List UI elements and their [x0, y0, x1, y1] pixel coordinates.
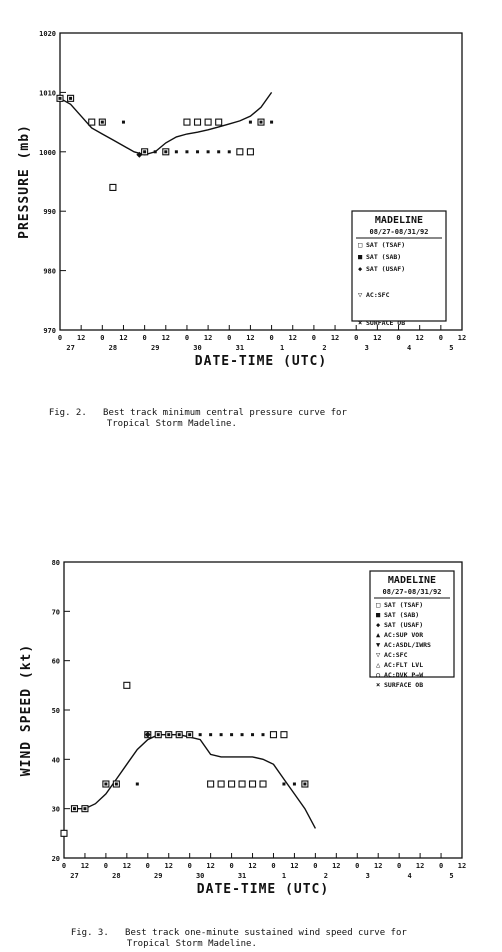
x-date-label: 4 — [407, 872, 412, 880]
x-tick-label: 0 — [184, 334, 190, 342]
x-tick-label: 0 — [57, 334, 63, 342]
x-tick-label: 0 — [227, 334, 232, 342]
legend-symbol: □ — [376, 601, 381, 609]
y-tick-label: 970 — [43, 327, 56, 335]
x-date-label: 2 — [322, 344, 327, 352]
x-date-label: 28 — [108, 344, 118, 352]
point-sat-tsaf — [184, 119, 190, 125]
point-sat-sab — [217, 150, 220, 153]
legend-entry: AC:SUP VOR — [384, 631, 424, 639]
x-tick-label: 12 — [332, 862, 341, 870]
best-track-curve — [75, 735, 316, 829]
x-date-label: 28 — [112, 872, 121, 880]
x-date-label: 5 — [449, 872, 454, 880]
fig3-text-line1: Best track one-minute sustained wind speed curve for — [125, 928, 407, 938]
x-date-label: 30 — [193, 344, 202, 352]
legend-symbol: ◆ — [358, 265, 363, 273]
point-sat-tsaf — [237, 149, 243, 155]
point-sat-tsaf — [260, 781, 266, 787]
point-sat-sab — [262, 733, 265, 736]
legend-entry: AC:SFC — [366, 291, 390, 299]
point-sat-sab — [228, 150, 231, 153]
point-sat-sab — [143, 150, 146, 153]
x-tick-label: 12 — [457, 334, 467, 342]
legend-symbol: ▽ — [358, 291, 363, 299]
legend-symbol: ■ — [358, 253, 363, 261]
point-sat-sab — [188, 733, 191, 736]
x-date-label: 30 — [195, 872, 205, 880]
legend-entry: AC:SFC — [384, 651, 408, 659]
x-tick-label: 12 — [246, 334, 255, 342]
point-sat-tsaf — [124, 682, 130, 688]
x-tick-label: 12 — [76, 334, 86, 342]
x-tick-label: 12 — [288, 334, 297, 342]
point-sat-sab — [241, 733, 244, 736]
x-tick-label: 0 — [271, 862, 276, 870]
y-tick-label: 990 — [43, 208, 56, 217]
point-sat-sab — [69, 97, 72, 100]
point-sat-sab — [175, 150, 178, 153]
x-axis-label: DATE-TIME (UTC) — [196, 882, 330, 897]
x-date-label: 29 — [150, 344, 160, 352]
x-date-label: 5 — [449, 344, 454, 352]
x-tick-label: 12 — [290, 862, 299, 870]
legend-symbol: × — [358, 319, 363, 327]
x-tick-label: 12 — [330, 334, 340, 342]
point-sat-tsaf — [218, 781, 224, 787]
x-date-label: 27 — [66, 344, 75, 352]
x-tick-label: 0 — [396, 334, 401, 342]
x-tick-label: 0 — [100, 334, 105, 342]
point-sat-sab — [207, 150, 210, 153]
point-sat-sab — [293, 783, 296, 786]
point-sat-sab — [251, 733, 254, 736]
chart-1 — [17, 30, 466, 369]
y-axis-label: WIND SPEED (kt) — [19, 643, 34, 777]
y-tick-label: 20 — [51, 855, 60, 863]
x-tick-label: 0 — [269, 334, 274, 342]
x-date-label: 31 — [237, 872, 247, 880]
point-sat-sab — [167, 733, 170, 736]
legend-entry: SURFACE OB — [366, 319, 406, 327]
legend-symbol: ■ — [376, 611, 381, 619]
legend-entry: SAT (USAF) — [366, 265, 406, 273]
point-sat-sab — [270, 121, 273, 124]
legend-symbol: ▲ — [376, 631, 381, 639]
x-tick-label: 0 — [438, 862, 444, 870]
x-tick-label: 0 — [187, 862, 192, 870]
point-sat-tsaf — [205, 119, 211, 125]
y-tick-label: 80 — [51, 559, 60, 567]
legend-entry: SAT (SAB) — [366, 253, 402, 261]
point-sat-sab — [104, 783, 107, 786]
point-sat-sab — [282, 783, 285, 786]
y-tick-label: 1020 — [39, 30, 56, 38]
y-tick-label: 30 — [51, 805, 60, 814]
point-sat-tsaf — [110, 184, 116, 190]
legend-subtitle: 08/27-08/31/92 — [369, 228, 429, 236]
fig2-text-line2: Tropical Storm Madeline. — [106, 419, 237, 429]
point-sat-sab — [230, 733, 233, 736]
fig3-number: Fig. 3. — [70, 928, 109, 938]
x-tick-label: 0 — [355, 862, 360, 870]
legend — [352, 211, 446, 327]
x-tick-label: 12 — [415, 334, 424, 342]
point-sat-sab — [115, 783, 118, 786]
point-sat-tsaf — [281, 732, 287, 738]
point-sat-sab — [59, 97, 62, 100]
x-tick-label: 12 — [373, 862, 383, 870]
x-date-label: 1 — [281, 872, 287, 880]
fig3-text-line2: Tropical Storm Madeline. — [126, 939, 257, 949]
x-tick-label: 12 — [457, 862, 467, 870]
point-sat-sab — [249, 121, 252, 124]
legend-entry: SAT (USAF) — [384, 621, 424, 629]
point-sat-tsaf — [89, 119, 95, 125]
x-tick-label: 0 — [438, 334, 443, 342]
x-tick-label: 12 — [119, 334, 128, 342]
x-tick-label: 0 — [61, 862, 67, 870]
point-sat-sab — [199, 733, 202, 736]
y-axis-label: PRESSURE (mb) — [17, 124, 32, 239]
legend-subtitle: 08/27-08/31/92 — [382, 588, 442, 596]
legend-entry: AC:FLT LVL — [384, 661, 424, 669]
legend-title: MADELINE — [374, 215, 424, 226]
fig2-caption-cont — [96, 408, 237, 430]
point-sat-tsaf — [247, 149, 253, 155]
point-sat-tsaf — [229, 781, 235, 787]
y-tick-label: 1000 — [39, 148, 56, 157]
legend-entry: SAT (TSAF) — [384, 601, 424, 609]
point-sat-sab — [122, 121, 125, 124]
x-tick-label: 12 — [415, 862, 425, 870]
legend-symbol: ○ — [376, 671, 381, 679]
x-tick-label: 12 — [373, 334, 382, 342]
legend-symbol: ▽ — [376, 651, 381, 659]
x-date-label: 31 — [235, 344, 245, 352]
point-sat-sab — [164, 150, 167, 153]
x-date-label: 29 — [154, 872, 163, 880]
point-sat-sab — [185, 150, 188, 153]
point-sat-sab — [157, 733, 160, 736]
chart-2 — [19, 559, 466, 897]
x-tick-label: 0 — [103, 862, 109, 870]
x-date-label: 3 — [364, 344, 369, 352]
x-date-label: 2 — [323, 872, 328, 880]
legend-symbol: ◆ — [376, 621, 381, 629]
point-sat-sab — [178, 733, 181, 736]
legend-symbol: □ — [358, 241, 363, 249]
legend-entry: AC:ASDL/IWRS — [384, 641, 431, 649]
legend — [370, 571, 454, 689]
point-sat-tsaf — [61, 830, 67, 836]
point-sat-sab — [260, 121, 263, 124]
x-tick-label: 0 — [142, 334, 147, 342]
point-sat-sab — [209, 733, 212, 736]
fig2-number: Fig. 2. — [48, 408, 87, 418]
x-date-label: 1 — [280, 344, 285, 352]
x-date-label: 27 — [70, 872, 79, 880]
y-tick-label: 50 — [51, 707, 60, 715]
point-sat-sab — [83, 807, 86, 810]
y-tick-label: 60 — [51, 657, 60, 666]
point-sat-tsaf — [195, 119, 201, 125]
legend-entry: SURFACE OB — [384, 681, 424, 689]
y-tick-label: 70 — [51, 608, 60, 617]
x-tick-label: 0 — [145, 862, 150, 870]
point-sat-tsaf — [270, 732, 276, 738]
x-tick-label: 0 — [313, 862, 318, 870]
x-tick-label: 12 — [161, 334, 171, 342]
x-tick-label: 0 — [311, 334, 317, 342]
x-date-label: 3 — [365, 872, 370, 880]
x-tick-label: 0 — [229, 862, 234, 870]
x-tick-label: 12 — [122, 862, 132, 870]
legend-symbol: ▼ — [376, 641, 381, 649]
x-tick-label: 12 — [80, 862, 90, 870]
x-tick-label: 0 — [397, 862, 402, 870]
x-tick-label: 12 — [248, 862, 257, 870]
point-sat-sab — [136, 783, 139, 786]
point-sat-tsaf — [208, 781, 214, 787]
legend-title: MADELINE — [387, 575, 437, 586]
fig3-caption-cont — [116, 928, 257, 950]
point-sat-sab — [303, 783, 306, 786]
x-axis-label: DATE-TIME (UTC) — [194, 354, 328, 369]
point-sat-tsaf — [250, 781, 256, 787]
legend-symbol: × — [376, 681, 381, 689]
point-sat-sab — [101, 121, 104, 124]
x-tick-label: 0 — [354, 334, 359, 342]
x-date-label: 4 — [406, 344, 412, 352]
point-sat-sab — [220, 733, 223, 736]
x-tick-label: 12 — [206, 862, 215, 870]
legend-entry: AC:DVK P→W — [384, 671, 424, 679]
fig2-text-line1: Best track minimum central pressure curve for — [103, 408, 347, 418]
point-sat-tsaf — [239, 781, 245, 787]
legend-entry: SAT (TSAF) — [366, 241, 406, 249]
point-sat-sab — [154, 150, 157, 153]
x-tick-label: 12 — [164, 862, 173, 870]
point-sat-sab — [196, 150, 199, 153]
y-tick-label: 980 — [43, 267, 56, 276]
y-tick-label: 40 — [51, 756, 60, 765]
legend-symbol: △ — [376, 661, 381, 669]
x-tick-label: 12 — [203, 334, 213, 342]
point-sat-tsaf — [216, 119, 222, 125]
point-sat-sab — [73, 807, 76, 810]
y-tick-label: 1010 — [39, 89, 56, 98]
legend-entry: SAT (SAB) — [384, 611, 420, 619]
